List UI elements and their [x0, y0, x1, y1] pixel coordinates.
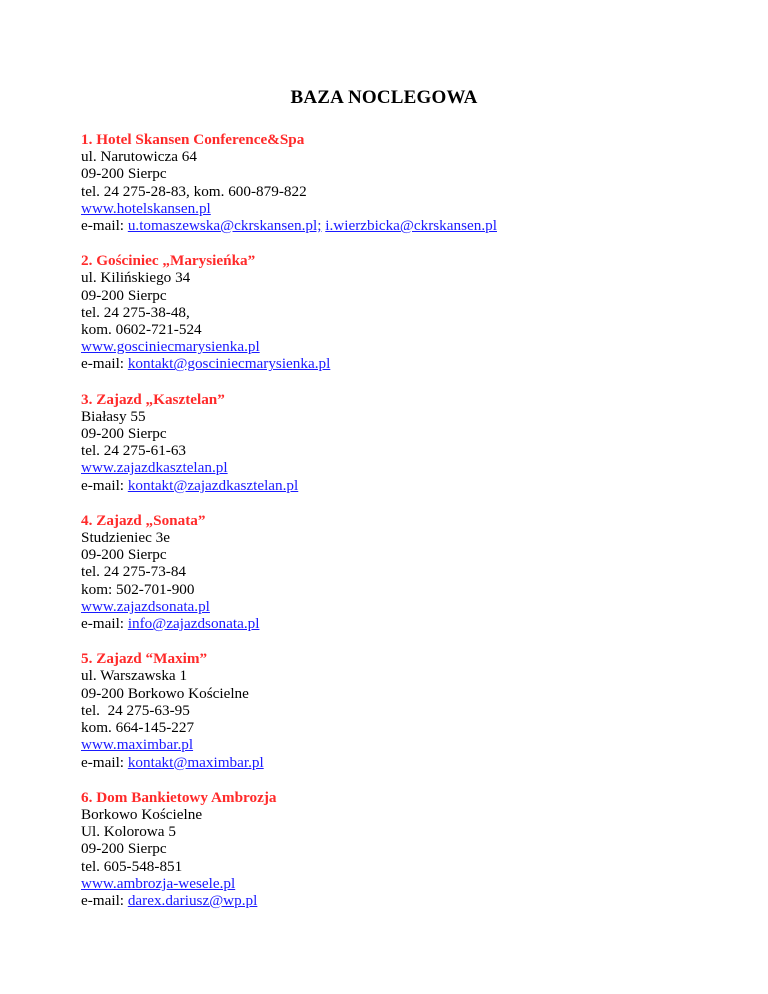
hotel-name: 2. Gościniec „Marysieńka” — [81, 252, 256, 270]
email-line — [81, 892, 721, 909]
address-line: 09-200 Borkowo Kościelne — [81, 684, 249, 702]
email-link[interactable]: kontakt@maximbar.pl — [127, 753, 264, 771]
hotel-name: 6. Dom Bankietowy Ambrozja — [81, 788, 277, 806]
email-link[interactable]: darex.dariusz@wp.pl — [127, 891, 258, 909]
address-line: Studzieniec 3e — [81, 529, 170, 547]
hotel-name: 4. Zajazd „Sonata” — [81, 511, 206, 529]
accommodation-list — [81, 131, 721, 927]
list-item — [81, 131, 721, 234]
list-item — [81, 789, 721, 909]
phone-line: kom. 664-145-227 — [81, 719, 195, 737]
email-link[interactable]: kontakt@zajazdkasztelan.pl — [127, 476, 299, 494]
address-line: 09-200 Sierpc — [81, 840, 167, 858]
email-label: e-mail: — [81, 217, 128, 235]
email-link[interactable]: info@zajazdsonata.pl — [127, 615, 260, 633]
list-item — [81, 252, 721, 372]
hotel-name: 1. Hotel Skansen Conference&Spa — [81, 131, 305, 148]
phone-line: tel. 605-548-851 — [81, 857, 183, 875]
list-item — [81, 391, 721, 494]
email-line — [81, 217, 721, 234]
phone-line: kom. 0602-721-524 — [81, 321, 202, 339]
email-link[interactable]: u.tomaszewska@ckrskansen.pl; — [127, 217, 322, 235]
email-label: e-mail: — [81, 891, 128, 909]
email-label: e-mail: — [81, 753, 128, 771]
address-line: Białasy 55 — [81, 407, 146, 425]
email-link[interactable]: kontakt@gosciniecmarysienka.pl — [127, 355, 331, 373]
address-line: ul. Warszawska 1 — [81, 667, 188, 685]
address-line: Ul. Kolorowa 5 — [81, 823, 176, 841]
email-label: e-mail: — [81, 355, 128, 373]
email-line — [81, 615, 721, 632]
address-line: 09-200 Sierpc — [81, 286, 167, 304]
website-link[interactable]: www.zajazdkasztelan.pl — [81, 459, 228, 477]
email-label: e-mail: — [81, 615, 128, 633]
phone-line: tel. 24 275-63-95 — [81, 701, 190, 719]
email-line — [81, 754, 721, 771]
hotel-name: 3. Zajazd „Kasztelan” — [81, 390, 225, 408]
website-link[interactable]: www.zajazdsonata.pl — [81, 597, 210, 615]
website-link[interactable]: www.maximbar.pl — [81, 736, 194, 754]
email-line — [81, 477, 721, 494]
phone-line: kom: 502-701-900 — [81, 580, 195, 598]
website-link[interactable]: www.ambrozja-wesele.pl — [81, 874, 236, 892]
address-line: 09-200 Sierpc — [81, 425, 167, 443]
hotel-name: 5. Zajazd “Maxim” — [81, 650, 208, 668]
address-line: Borkowo Kościelne — [81, 805, 203, 823]
address-line: 09-200 Sierpc — [81, 546, 167, 564]
phone-line: tel. 24 275-38-48, — [81, 303, 190, 321]
address-line: 09-200 Sierpc — [81, 165, 167, 183]
email-line — [81, 355, 721, 372]
address-line: ul. Narutowicza 64 — [81, 148, 197, 166]
email-label: e-mail: — [81, 476, 128, 494]
address-line: ul. Kilińskiego 34 — [81, 269, 191, 287]
page-title: BAZA NOCLEGOWA — [290, 87, 478, 108]
phone-line: tel. 24 275-28-83, kom. 600-879-822 — [81, 182, 307, 200]
website-link[interactable]: www.gosciniecmarysienka.pl — [81, 338, 260, 356]
website-link[interactable]: www.hotelskansen.pl — [81, 199, 211, 217]
list-item — [81, 650, 721, 770]
phone-line: tel. 24 275-73-84 — [81, 563, 187, 581]
list-item — [81, 512, 721, 632]
email-link[interactable]: i.wierzbicka@ckrskansen.pl — [325, 217, 497, 235]
phone-line: tel. 24 275-61-63 — [81, 442, 187, 460]
